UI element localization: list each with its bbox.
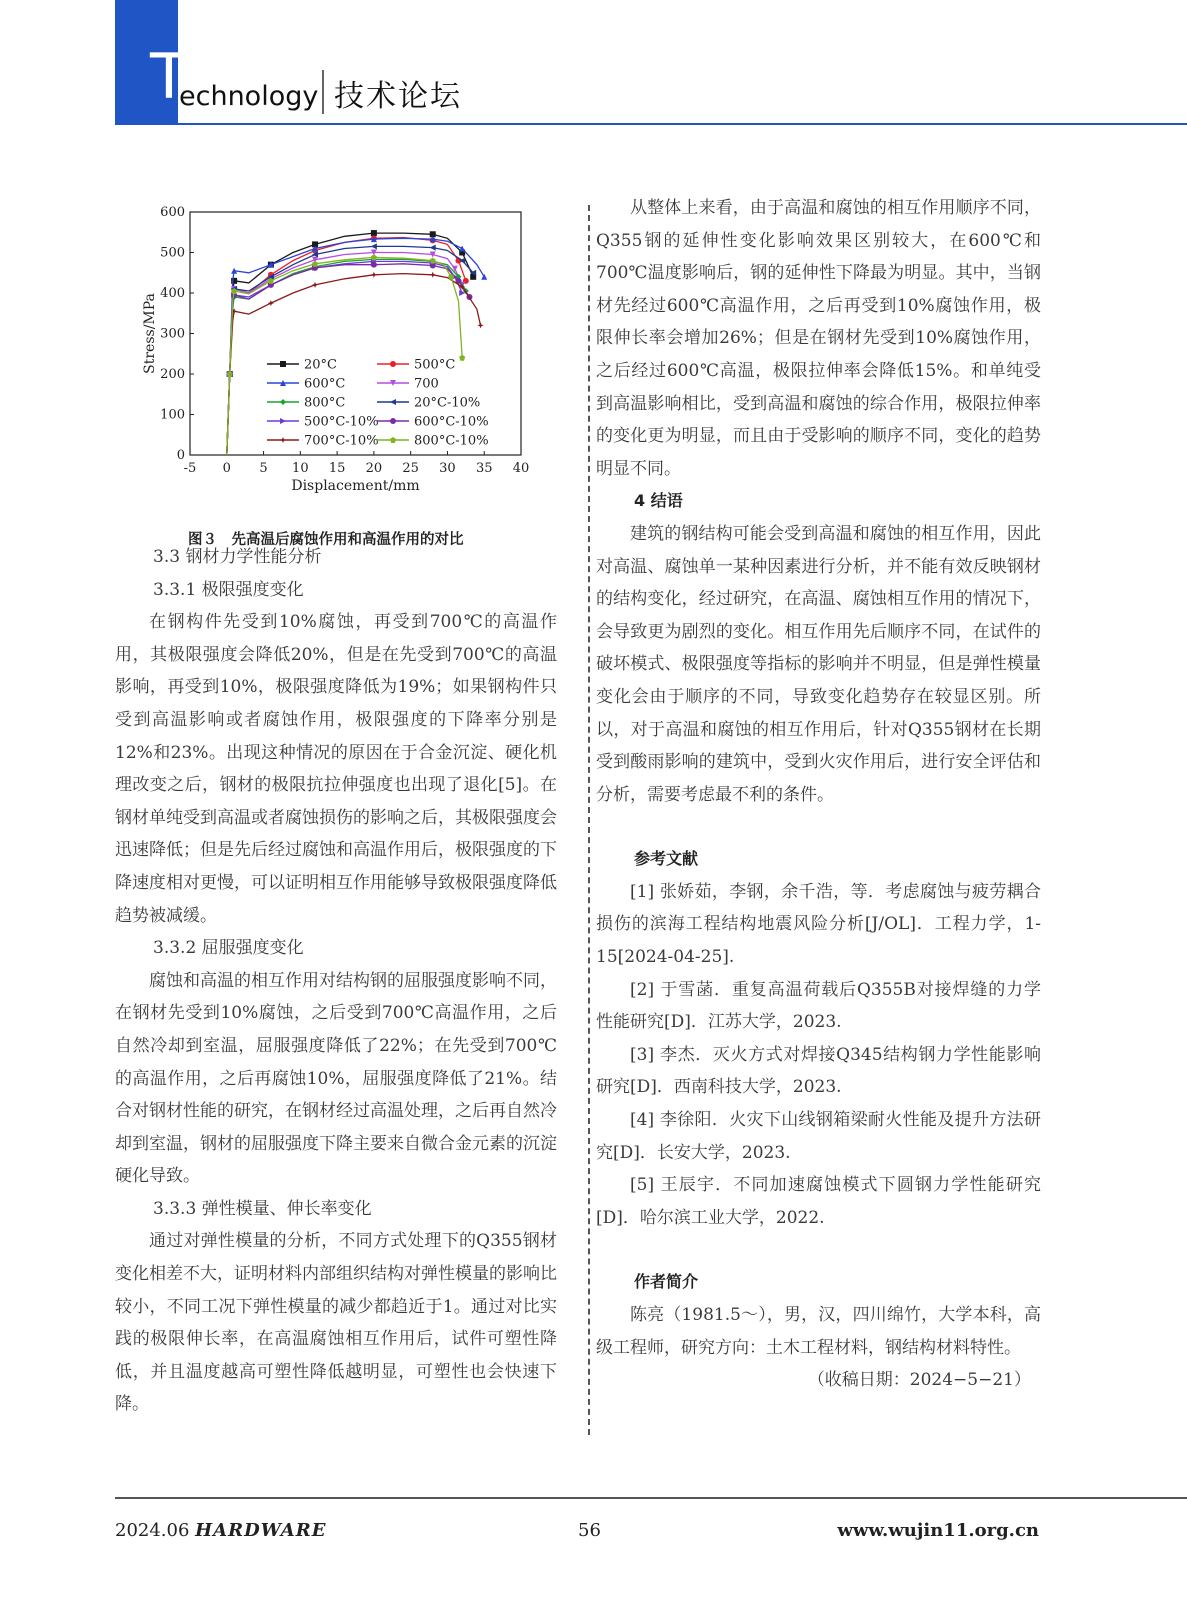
data-point xyxy=(459,355,465,361)
reference-item: [4] 李徐阳．火灾下山线钢箱梁耐火性能及提升方法研究[D]．长安大学，2023. xyxy=(596,1110,1041,1163)
legend-label: 500°C-10% xyxy=(304,414,379,430)
magazine-name: HARDWARE xyxy=(195,1520,327,1541)
paragraph-conclusion: 建筑的钢结构可能会受到高温和腐蚀的相互作用，因此对高温、腐蚀单一某种因素进行分析，并不能有效反映钢材的结构变化，经过研究，在高温、腐蚀相互作用的情况下，会导致更为剧烈的变化。相互作用先后顺序不同，在试件的破坏模式、极限强度等指标的影响并不明显，但是弹性模量变化会由于顺序的不同，导致变化趋势存在较显区别。所以，对于高温和腐蚀的相互作用后，针对Q355钢材在长期受到酸雨影响的建筑中，受到火灾作用后，进行安全评估和分析，需要考虑最不利的条件。 xyxy=(596,523,1041,805)
y-tick-label: 400 xyxy=(160,286,185,301)
x-tick-label: 10 xyxy=(292,461,309,476)
footer-website: www.wujin11.org.cn xyxy=(837,1520,1039,1541)
header-section-english: echnology xyxy=(179,81,319,112)
x-axis-label: Displacement/mm xyxy=(291,478,420,494)
header-section-chinese: 技术论坛 xyxy=(334,79,462,114)
header-initial-letter: T xyxy=(150,40,188,113)
legend-marker xyxy=(390,437,396,443)
data-point xyxy=(478,322,484,328)
right-column xyxy=(596,192,1041,1397)
x-tick-label: 20 xyxy=(365,461,383,476)
legend-marker xyxy=(390,418,396,424)
y-tick-label: 0 xyxy=(176,448,185,463)
issue-date: 2024.06 xyxy=(115,1520,190,1541)
x-tick-label: -5 xyxy=(183,461,197,476)
paragraph-yield-strength: 腐蚀和高温的相互作用对结构钢的屈服强度影响不同，在钢材先受到10%腐蚀，之后受到700℃高温作用，之后自然冷却到室温，屈服强度降低了22%；在先受到700℃的高温作用，之后再腐蚀10%，屈服强度降低了21%。结合对钢材性能的研究，在钢材经过高温处理，之后再自然冷却到室温，钢材的屈服强度下降主要来自微合金元素的沉淀硬化导致。 xyxy=(115,970,557,1187)
legend-label: 800°C-10% xyxy=(414,433,489,449)
column-divider xyxy=(588,205,590,1435)
data-point xyxy=(312,282,318,288)
received-date: （收稿日期：2024−5−21） xyxy=(807,1370,1031,1391)
legend-label: 700 xyxy=(414,376,439,392)
spacer xyxy=(596,811,1041,843)
reference-item: [1] 张娇茹，李钢，余千浩，等．考虑腐蚀与疲劳耦合损伤的滨海工程结构地震风险分析[J/OL]．工程力学，1-15[2024-04-25]. xyxy=(596,881,1041,968)
x-tick-label: 5 xyxy=(259,461,268,476)
data-point xyxy=(430,245,436,251)
legend-label: 20°C xyxy=(304,357,337,373)
stress-displacement-chart xyxy=(140,203,545,510)
left-column xyxy=(115,541,557,1421)
header-separator xyxy=(322,70,324,114)
data-point xyxy=(371,230,377,236)
legend-label: 800°C xyxy=(304,395,346,411)
legend-label: 20°C-10% xyxy=(414,395,481,411)
legend-label: 700°C-10% xyxy=(304,433,379,449)
legend-marker xyxy=(280,399,286,405)
reference-item: [3] 李杰．灭火方式对焊接Q345结构钢力学性能影响研究[D]．西南科技大学，2023. xyxy=(596,1044,1041,1098)
legend-marker xyxy=(280,418,286,424)
paragraph-elongation: 从整体上来看，由于高温和腐蚀的相互作用顺序不同，Q355钢的延伸性变化影响效果区别较大，在600℃和700℃温度影响后，钢的延伸性下降最为明显。其中，当钢材先经过600℃高温作用，之后再受到10%腐蚀作用，极限伸长率会增加26%；但是在钢材先受到10%腐蚀作用，之后经过600℃高温，极限拉伸率会降低15%。和单纯受到高温影响相比，受到高温和腐蚀的综合作用，极限拉伸率的变化更为明显，而且由于受影响的顺序不同，变化的趋势明显不同。 xyxy=(596,198,1041,479)
legend-label: 600°C-10% xyxy=(414,414,489,430)
legend-marker xyxy=(390,399,396,405)
data-point xyxy=(371,272,377,278)
author-bio: 陈亮（1981.5～），男，汉，四川绵竹，大学本科，高级工程师，研究方向：土木工程材料，钢结构材料特性。 xyxy=(596,1305,1041,1358)
data-point xyxy=(481,274,487,280)
legend-marker xyxy=(390,361,396,367)
x-tick-label: 40 xyxy=(512,461,530,476)
y-tick-label: 500 xyxy=(160,245,185,261)
header-rule xyxy=(178,123,1187,125)
reference-item: [5] 王辰宇．不同加速腐蚀模式下圆钢力学性能研究[D]．哈尔滨工业大学，2022. xyxy=(596,1175,1041,1228)
data-point xyxy=(371,262,377,268)
y-axis-label: Stress/MPa xyxy=(142,293,158,374)
section-heading-3-3-2: 3.3.2 屈服强度变化 xyxy=(153,938,304,959)
data-point xyxy=(430,272,436,278)
author-title: 作者简介 xyxy=(634,1272,699,1292)
legend-marker xyxy=(280,361,286,367)
x-tick-label: 15 xyxy=(328,461,346,476)
section-heading-3-3-1: 3.3.1 极限强度变化 xyxy=(153,579,304,600)
page-number: 56 xyxy=(578,1520,601,1541)
y-tick-label: 300 xyxy=(160,326,185,342)
section-heading-3-3: 3.3 钢材力学性能分析 xyxy=(153,547,322,567)
reference-item: [2] 于雪菡．重复高温荷载后Q355B对接焊缝的力学性能研究[D]．江苏大学，2023. xyxy=(596,979,1041,1033)
data-point xyxy=(459,245,465,251)
x-tick-label: 25 xyxy=(402,461,419,476)
references-title: 参考文献 xyxy=(634,849,699,869)
y-tick-label: 600 xyxy=(160,205,185,220)
x-tick-label: 35 xyxy=(475,461,493,476)
section-heading-conclusion: 4 结语 xyxy=(634,491,683,511)
legend-label: 500°C xyxy=(414,357,456,373)
figure-caption: 图３ 先高温后腐蚀作用和高温作用的对比 xyxy=(188,532,464,548)
spacer xyxy=(596,1234,1041,1266)
legend-marker xyxy=(280,437,286,443)
y-tick-label: 100 xyxy=(160,407,185,423)
x-tick-label: 30 xyxy=(439,461,456,476)
legend-label: 600°C xyxy=(304,376,346,392)
paragraph-elastic-modulus: 通过对弹性模量的分析，不同方式处理下的Q355钢材变化相差不大，证明材料内部组织结构对弹性模量的影响比较小，不同工况下弹性模量的减少都趋近于1。通过对比实践的极限伸长率，在高温腐蚀相互作用后，试件可塑性降低，并且温度越高可塑性降低越明显，可塑性也会快速下降。 xyxy=(115,1231,557,1415)
footer-rule xyxy=(115,1497,1187,1499)
section-heading-3-3-3: 3.3.3 弹性模量、伸长率变化 xyxy=(153,1198,372,1219)
data-point xyxy=(371,243,377,249)
paragraph-ultimate-strength: 在钢构件先受到10%腐蚀，再受到700℃的高温作用，其极限强度会降低20%，但是在先受到700℃的高温影响，再受到10%，极限强度降低为19%；如果钢构件只受到高温影响或者腐蚀作用，极限强度的下降率分别是12%和23%。出现这种情况的原因在于合金沉淀、硬化机理改变之后，钢材的极限抗拉伸强度也出现了退化[5]。在钢材单纯受到高温或者腐蚀损伤的影响之后，其极限强度会迅速降低；但是先后经过腐蚀和高温作用后，极限强度的下降速度相对更慢，可以证明相互作用能够导致极限强度降低趋势被减缓。 xyxy=(115,612,557,926)
footer-issue xyxy=(115,1519,326,1543)
y-tick-label: 200 xyxy=(160,367,185,382)
data-point xyxy=(268,300,274,306)
x-tick-label: 0 xyxy=(222,461,231,476)
